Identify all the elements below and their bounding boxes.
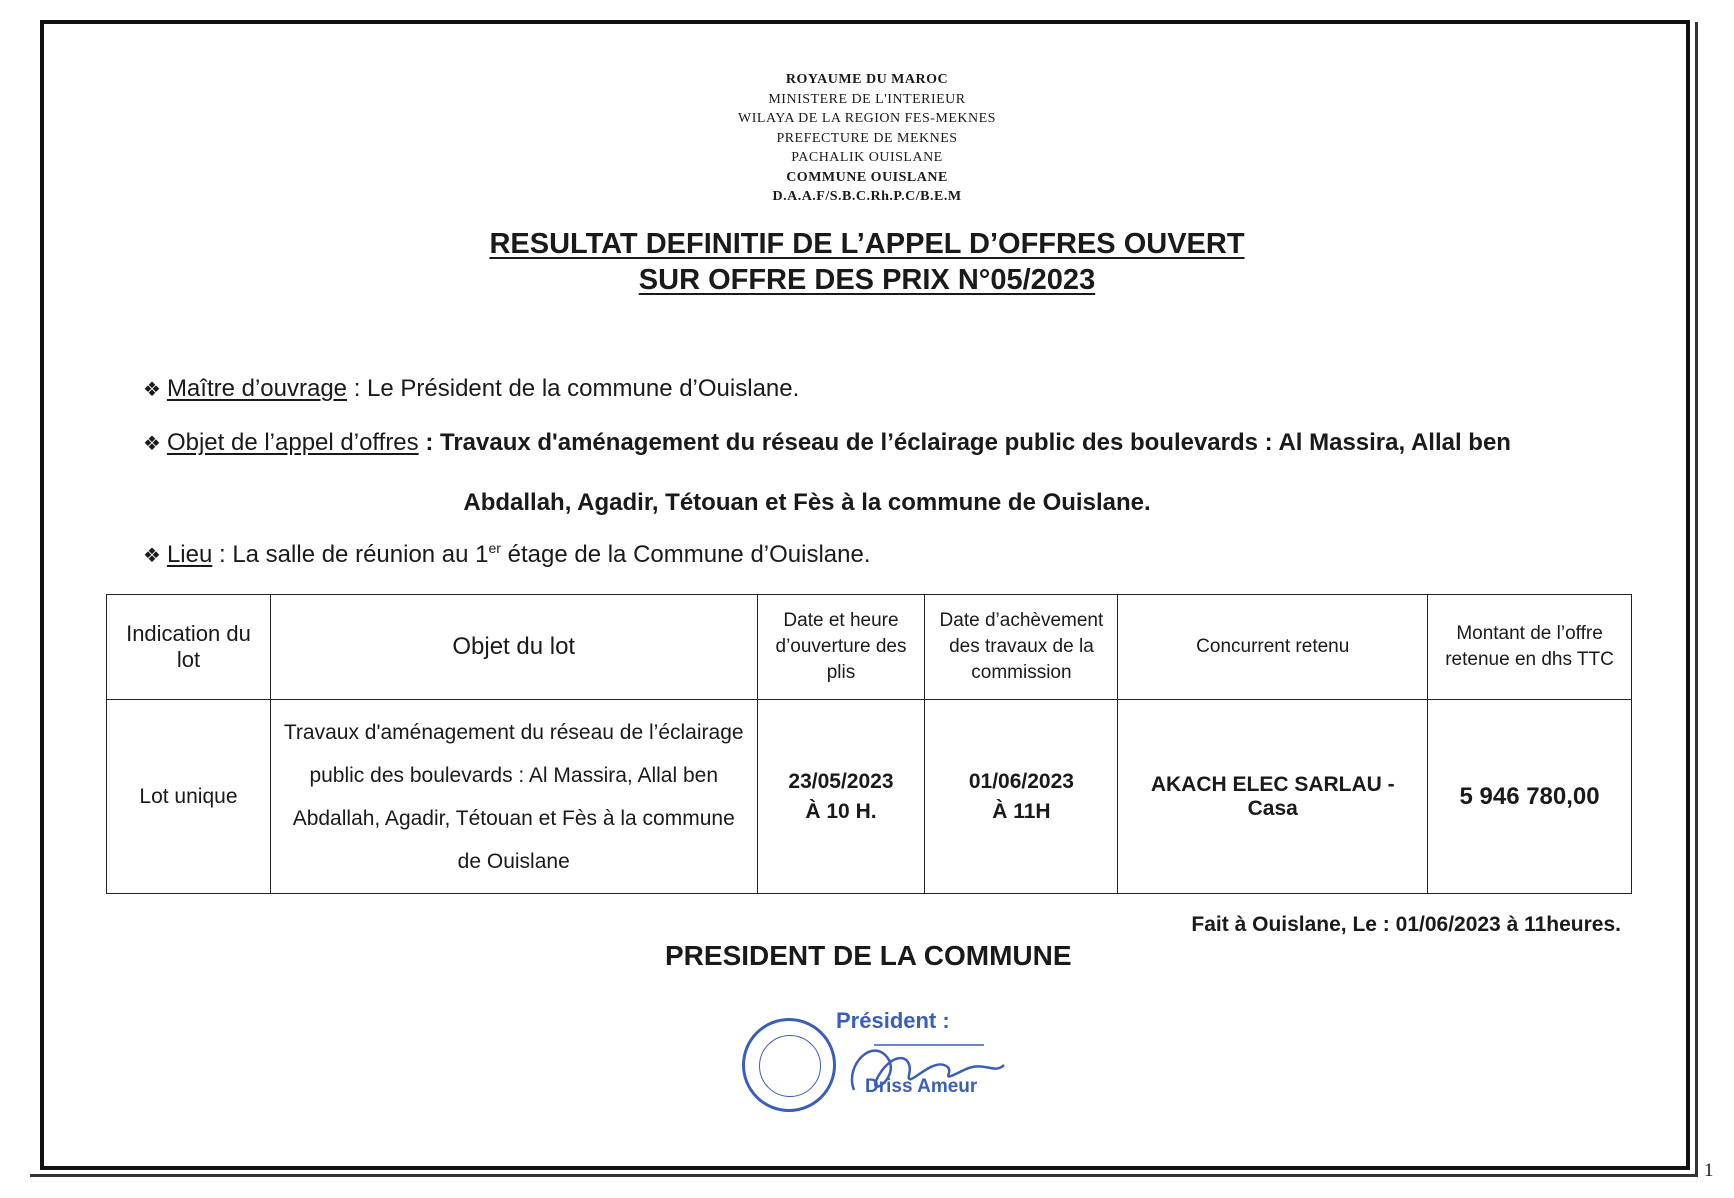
header-line: PREFECTURE DE MEKNES <box>776 130 958 146</box>
header-date-achevement: Date d’achèvement des travaux de la commission <box>925 595 1118 700</box>
header-line: PACHALIK OUISLANE <box>791 150 943 165</box>
objet-label: Objet de l’appel d’offres <box>166 429 419 456</box>
lieu-value-1: : La salle de réunion au 1 <box>212 541 489 568</box>
lieu-sup: er <box>488 540 501 556</box>
maitre-value: : Le Président de la commune d’Ouislane. <box>347 375 800 402</box>
title-line-2: SUR OFFRE DES PRIX N°05/2023 <box>638 264 1096 296</box>
header-line: MINISTERE DE L'INTERIEUR <box>768 91 966 107</box>
date-achevement: 01/06/2023 <box>968 769 1074 793</box>
document-title <box>0 226 1734 298</box>
page-number: 1 <box>1704 1160 1714 1181</box>
diamond-bullet-icon: ❖ <box>143 433 161 455</box>
header-line: WILAYA DE LA REGION FES-MEKNES <box>738 111 996 126</box>
fait-a-line: Fait à Ouislane, Le : 01/06/2023 à 11heures. <box>1191 913 1621 936</box>
official-stamp-icon <box>742 1018 836 1112</box>
diamond-bullet-icon: ❖ <box>143 379 161 401</box>
signature-name: Driss Ameur <box>865 1076 978 1097</box>
info-maitre <box>143 374 1633 405</box>
table-row <box>107 700 1632 894</box>
results-table <box>106 594 1632 894</box>
diamond-bullet-icon: ❖ <box>143 545 161 567</box>
header-indication: Indication du lot <box>107 595 271 700</box>
cell-date-ouverture <box>757 700 925 894</box>
cell-date-achevement <box>925 700 1118 894</box>
date-ouverture: 23/05/2023 <box>788 769 894 793</box>
maitre-label: Maître d’ouvrage <box>166 375 348 402</box>
header-montant: Montant de l’offre retenue en dhs TTC <box>1428 595 1632 700</box>
cell-concurrent: AKACH ELEC SARLAU -Casa <box>1118 700 1428 894</box>
lieu-value-2: étage de la Commune d’Ouislane. <box>500 541 871 568</box>
heure-ouverture: À 10 H. <box>805 799 877 823</box>
info-lieu <box>143 533 1633 571</box>
objet-value: : Travaux d'aménagement du réseau de l’éclairage public des boulevards : Al Massira, Allal ben <box>418 429 1511 456</box>
signature-title: Président : <box>836 1008 950 1033</box>
title-line-1: RESULTAT DEFINITIF DE L’APPEL D’OFFRES OUVERT <box>489 228 1245 260</box>
header-line: COMMUNE OUISLANE <box>786 169 948 185</box>
cell-lot: Lot unique <box>107 700 271 894</box>
header-objet: Objet du lot <box>270 595 757 700</box>
header-concurrent: Concurrent retenu <box>1118 595 1428 700</box>
header-date-ouverture: Date et heure d’ouverture des plis <box>757 595 925 700</box>
objet-value-continued: Abdallah, Agadir, Tétouan et Fès à la commune de Ouislane. <box>463 489 1151 516</box>
cell-montant: 5 946 780,00 <box>1428 700 1632 894</box>
ministry-header <box>0 70 1734 207</box>
header-line: ROYAUME DU MAROC <box>785 72 949 87</box>
heure-achevement: À 11H <box>992 799 1051 823</box>
table-header-row <box>107 595 1632 700</box>
lieu-label: Lieu <box>166 541 213 568</box>
cell-objet: Travaux d'aménagement du réseau de l’éclairage public des boulevards : Al Massira, Allal ben Abdallah, Agadir, Tétouan et Fès à la commune de Ouislane <box>270 700 757 894</box>
president-label: PRESIDENT DE LA COMMUNE <box>665 940 1072 971</box>
info-objet <box>143 428 1633 459</box>
header-line: D.A.A.F/S.B.C.Rh.P.C/B.E.M <box>772 189 962 204</box>
